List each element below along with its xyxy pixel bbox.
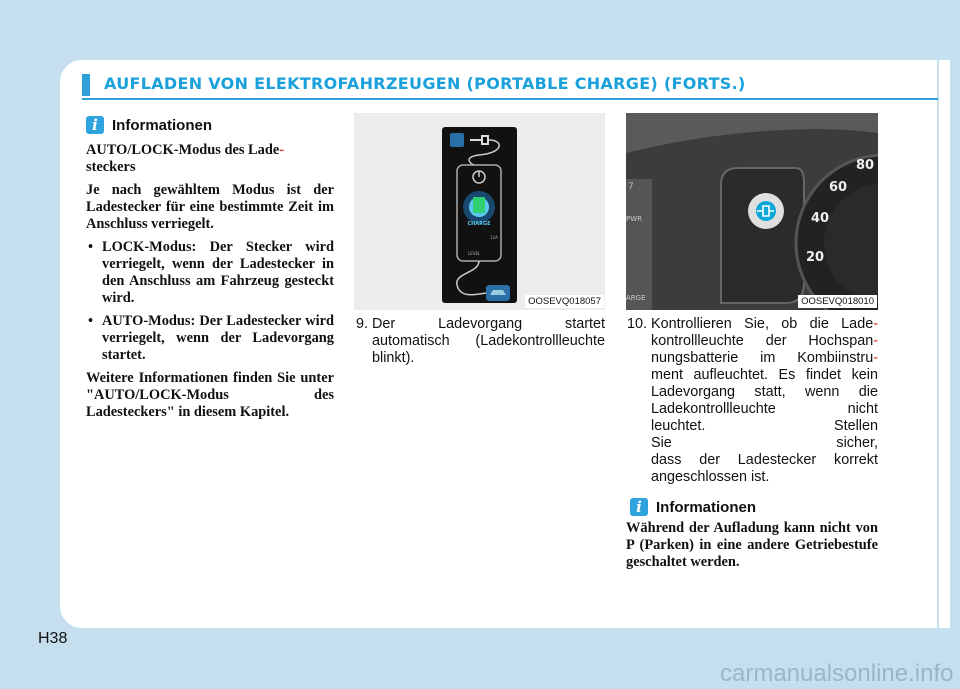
charge-label: CHARGE bbox=[467, 221, 491, 227]
step-10-line: Ladevorgang statt, wenn die bbox=[651, 384, 878, 400]
watermark: carmanualsonline.info bbox=[720, 660, 954, 687]
info-body-2: Während der Aufladung kann nicht von P (Parken) in eine andere Getriebestufe geschaltet werden. bbox=[626, 520, 878, 570]
right-rule bbox=[937, 60, 939, 628]
step-10-line: Sie sicher, bbox=[651, 435, 878, 451]
speed-40: 40 bbox=[811, 211, 830, 226]
level-label: LEVEL bbox=[468, 251, 481, 256]
charger-illustration bbox=[354, 113, 605, 310]
header-underline bbox=[82, 98, 938, 100]
step-10-line: dass der Ladestecker korrekt bbox=[651, 452, 878, 468]
speed-60: 60 bbox=[829, 180, 848, 195]
charger-figure bbox=[354, 113, 605, 310]
plug-icon bbox=[450, 133, 464, 147]
section-title: AUFLADEN VON ELEKTROFAHRZEUGEN (PORTABLE CHARGE) (FORTS.) bbox=[104, 74, 746, 93]
info-para-1 bbox=[86, 142, 334, 176]
cluster-seven: 7 bbox=[628, 182, 634, 192]
step-10-line: Kontrollieren Sie, ob die Lade- bbox=[651, 316, 878, 332]
page-number: H38 bbox=[38, 630, 68, 647]
cluster-figure bbox=[626, 113, 878, 310]
battery-icon bbox=[473, 197, 485, 213]
step-10 bbox=[627, 316, 878, 485]
speed-20: 20 bbox=[806, 250, 825, 265]
step-10-line: leuchtet. Stellen bbox=[651, 418, 878, 434]
para1-part-b: steckers bbox=[86, 159, 136, 175]
mode-list bbox=[86, 239, 334, 364]
step-10-number: 10. bbox=[627, 316, 648, 332]
step-10-text bbox=[651, 316, 878, 486]
pwr-label: PWR bbox=[626, 215, 643, 223]
speed-80: 80 bbox=[856, 158, 875, 173]
step-10-line: Ladekontrollleuchte nicht bbox=[651, 401, 878, 417]
info-title-1: Informationen bbox=[112, 116, 212, 134]
amp-label: 12A bbox=[490, 235, 498, 240]
info-heading-2 bbox=[630, 498, 756, 516]
section-header bbox=[82, 72, 938, 100]
step-10-line: kontrollleuchte der Hochspan- bbox=[651, 333, 878, 349]
info-title-2: Informationen bbox=[656, 498, 756, 516]
info-icon: i bbox=[86, 116, 104, 134]
info-para-2: Je nach gewähltem Modus ist der Ladestecker für eine bestimmte Zeit im Anschluss verriegelt. bbox=[86, 182, 334, 232]
step-10-line: nungsbatterie im Kombiinstru- bbox=[651, 350, 878, 366]
step-9 bbox=[356, 316, 605, 368]
info-body-1 bbox=[86, 142, 334, 427]
info-para-3: Weitere Informationen finden Sie unter "AUTO/LOCK-Modus des Ladesteckers" in diesem Kapitel. bbox=[86, 370, 334, 420]
figure-code-1: OOSEVQ018057 bbox=[525, 295, 604, 308]
step-9-text: Der Ladevorgang startet automatisch (Ladekontrollleuchte blinkt). bbox=[372, 316, 605, 366]
cluster-illustration bbox=[626, 113, 878, 310]
info-heading-1 bbox=[86, 116, 212, 134]
para1-part-a: AUTO/LOCK-Modus des Lade bbox=[86, 142, 280, 158]
step-10-line: angeschlossen ist. bbox=[651, 469, 770, 485]
step-9-number: 9. bbox=[356, 316, 369, 332]
header-accent-bar bbox=[82, 74, 90, 96]
list-item: • LOCK-Modus: Der Stecker wird verriegelt, wenn der Ladestecker in den Anschluss am Fahrzeug gesteckt wird. bbox=[86, 239, 334, 307]
figure-code-2: OOSEVQ018010 bbox=[798, 295, 877, 308]
step-10-line: ment aufleuchtet. Es findet kein bbox=[651, 367, 878, 383]
hyphen: - bbox=[279, 142, 285, 158]
charge-partial-label: ARGE bbox=[626, 294, 646, 302]
list-item: • AUTO-Modus: Der Ladestecker wird verriegelt, wenn der Ladevorgang startet. bbox=[86, 313, 334, 364]
info-icon: i bbox=[630, 498, 648, 516]
